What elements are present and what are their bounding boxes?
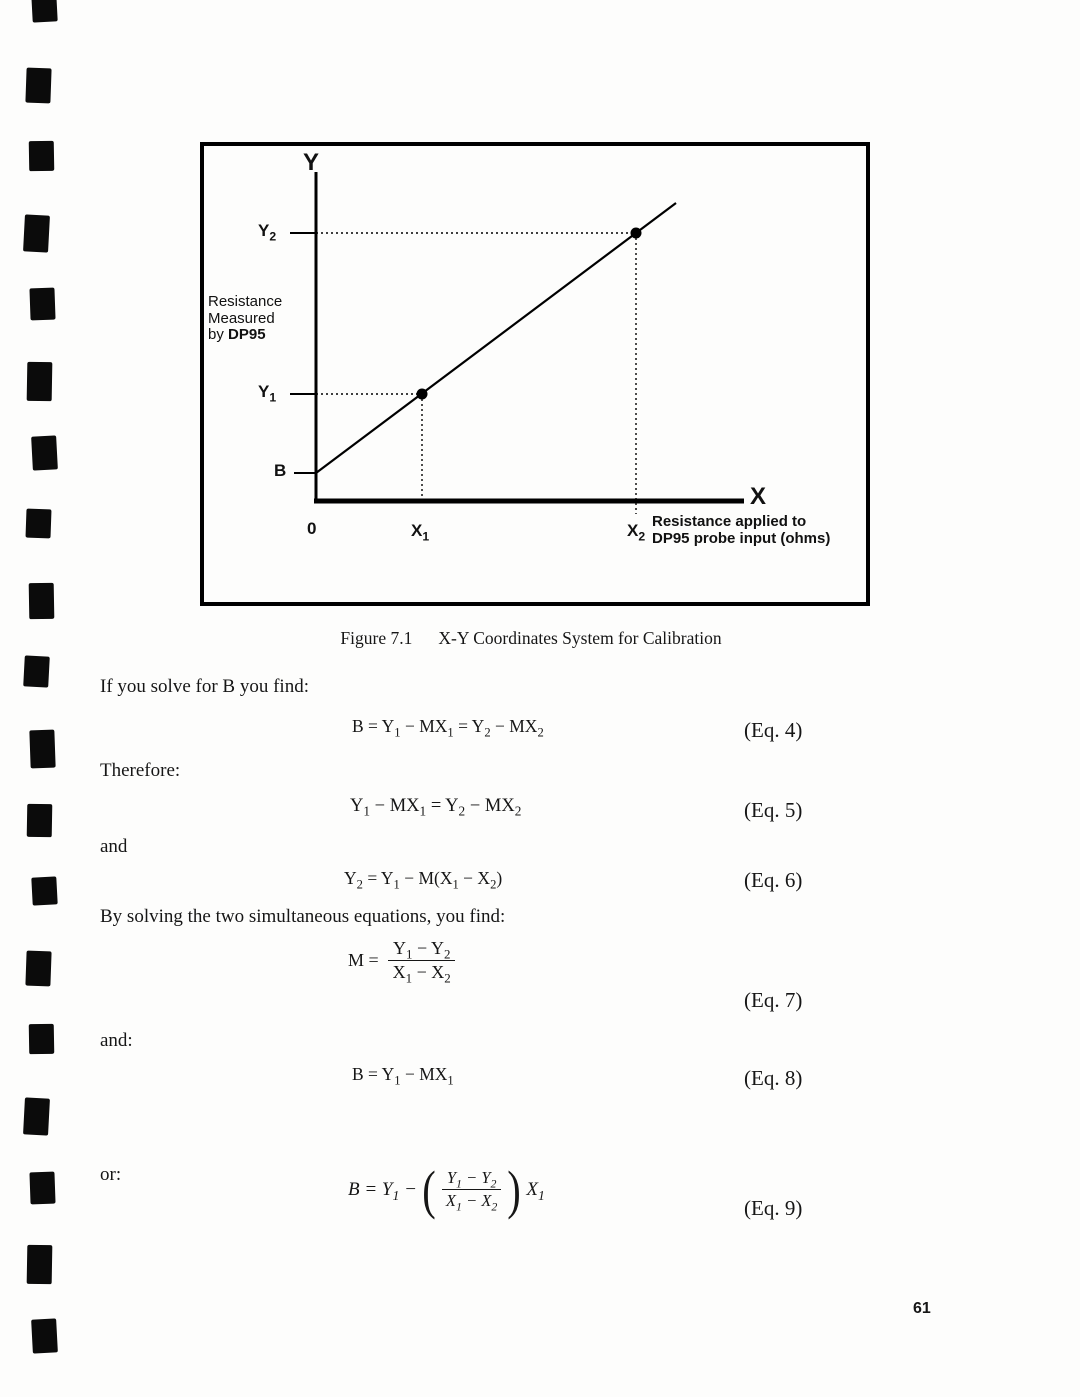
binding-mark — [29, 1024, 55, 1054]
binding-mark — [27, 1245, 53, 1284]
equation-8-tag: (Eq. 8) — [744, 1066, 803, 1090]
binding-mark — [26, 509, 52, 539]
binding-mark — [29, 730, 55, 769]
binding-mark — [23, 214, 50, 252]
x-axis-caption-line1: Resistance applied to — [652, 513, 807, 530]
binding-mark — [29, 583, 55, 619]
equation-8: $B = Y_1 - MX_1$ — [352, 1064, 454, 1088]
equation-9-lhs: $B = Y_1$ − — [348, 1178, 417, 1203]
equation-7-fraction — [388, 938, 456, 986]
binding-mark — [31, 435, 58, 470]
binding-mark — [27, 362, 53, 401]
calibration-line — [316, 203, 676, 473]
binding-mark — [31, 1318, 58, 1353]
b-tick-label: B — [274, 461, 287, 480]
page-number: 61 — [913, 1300, 931, 1317]
equation-4: $B = Y_1 - MX_1 = Y_2 - MX_2$ — [352, 716, 544, 740]
equation-7-lhs: M = — [348, 950, 379, 970]
equation-7-denominator: $X_1 - X_2$ — [392, 962, 451, 986]
paragraph-and1: and — [100, 836, 128, 857]
equation-6-tag: (Eq. 6) — [744, 868, 803, 892]
binding-mark — [23, 1097, 50, 1135]
binding-mark — [23, 656, 50, 688]
equation-7 — [348, 938, 456, 986]
paragraph-intro: If you solve for B you find: — [100, 676, 309, 697]
equation-7-tag: (Eq. 7) — [744, 988, 803, 1012]
figure-box — [200, 142, 870, 606]
x-axis-caption-line2: DP95 probe input (ohms) — [652, 529, 831, 547]
equation-9-rhs: $X_1$ — [526, 1178, 545, 1203]
data-point-2 — [631, 228, 642, 239]
equation-9-tag: (Eq. 9) — [744, 1196, 803, 1220]
figure-caption-label: Figure 7.1 — [340, 628, 413, 648]
binding-mark — [29, 288, 55, 321]
paragraph-therefore: Therefore: — [100, 760, 181, 781]
binding-strip — [0, 0, 70, 1397]
binding-mark — [25, 950, 51, 986]
y1-tick-label: $Y_1$ — [258, 382, 277, 405]
equation-6: $Y_2 = Y_1 - M(X_1 - X_2)$ — [344, 868, 503, 892]
x2-tick-label: $X_2$ — [627, 521, 646, 544]
equation-7-numerator: $Y_1 - Y_2$ — [388, 938, 455, 961]
binding-mark — [27, 803, 53, 836]
equation-9-fraction — [441, 1168, 502, 1214]
paragraph-solving: By solving the two simultaneous equations, you find: — [100, 906, 506, 927]
equation-4-tag: (Eq. 4) — [744, 718, 803, 742]
equation-5-tag: (Eq. 5) — [744, 798, 803, 822]
equation-9-numerator: $Y_1 - Y_2$ — [442, 1168, 502, 1190]
equation-9-row: $B = Y_1$ − ( $\frac{Y_1 - Y_2}{X_1 - X_2}$ ) $X_1$ — [348, 1159, 545, 1220]
figure-caption — [200, 628, 862, 649]
paragraph-or: or: — [100, 1164, 122, 1185]
x-axis-caption — [652, 514, 830, 547]
equation-7-row — [348, 938, 456, 986]
y-axis-caption-line1: Resistance — [208, 293, 283, 310]
binding-mark — [29, 1171, 55, 1204]
binding-mark — [31, 0, 57, 23]
equation-9 — [348, 1159, 545, 1220]
y-axis-caption — [208, 294, 282, 344]
equation-9-denominator: $X_1 - X_2$ — [445, 1191, 498, 1214]
y-axis-caption-line3: by DP95 — [208, 326, 266, 343]
binding-mark — [29, 141, 55, 171]
y2-tick-label: $Y_2$ — [258, 221, 277, 244]
equation-5: $Y_1 - MX_1 = Y_2 - MX_2$ — [350, 796, 522, 819]
y-axis-caption-line2: Measured — [208, 309, 275, 327]
binding-mark — [31, 877, 57, 906]
binding-mark — [25, 67, 51, 103]
x1-tick-label: $X_1$ — [411, 521, 430, 544]
figure-caption-title: X-Y Coordinates System for Calibration — [438, 628, 722, 648]
data-point-1 — [417, 389, 428, 400]
paragraph-and2: and: — [100, 1030, 133, 1051]
y-axis-label: Y — [303, 149, 320, 176]
origin-tick-label: 0 — [307, 519, 317, 538]
x-axis-label: X — [750, 483, 767, 510]
